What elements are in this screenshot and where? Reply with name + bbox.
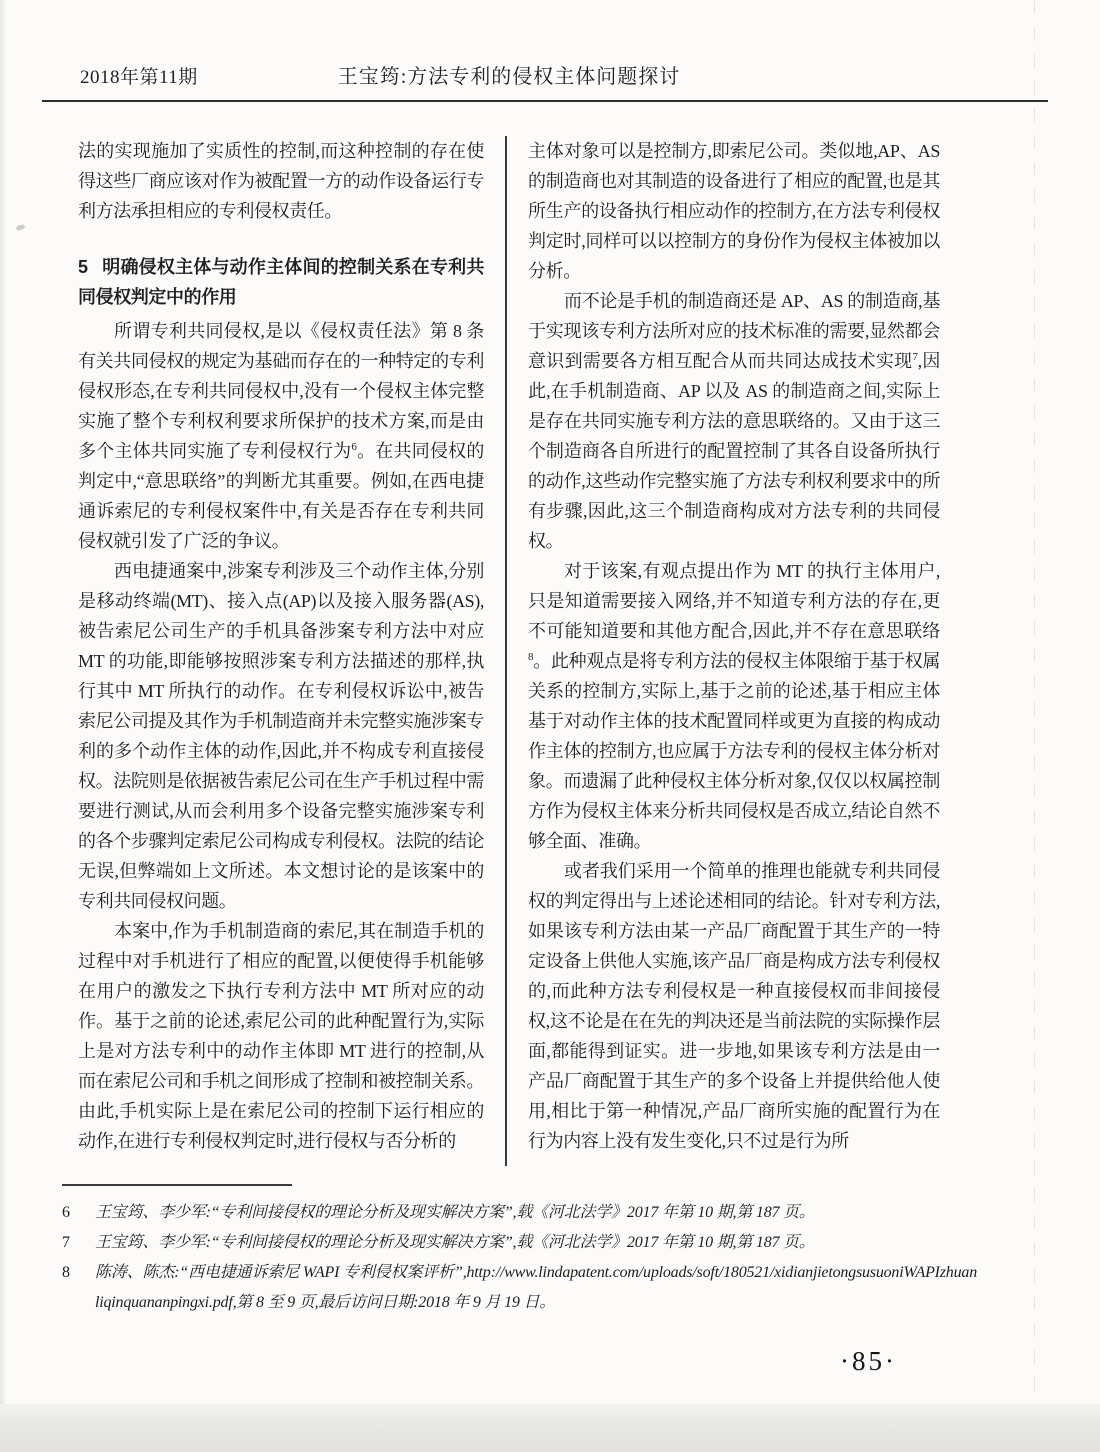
left-column xyxy=(78,136,484,1166)
footnote-number: 7 xyxy=(62,1234,70,1251)
paragraph-text: 。此种观点是将专利方法的侵权主体限缩于基于权属关系的控制方,实际上,基于之前的论述,基于相应主体基于对动作主体的技术配置同样或更为直接的构成动作主体的控制方,也应属于方法专利的侵权主体分析对象。而遗漏了此种侵权主体分析对象,仅仅以权属控制方作为侵权主体来分析共同侵权是否成立,结论自然不够全面、准确。 xyxy=(528,651,940,851)
footnote-ref-7: 7 xyxy=(912,351,918,363)
footnote-item xyxy=(62,1258,977,1318)
scan-left-edge-shadow xyxy=(0,0,7,1452)
footnote-text: 陈涛、陈杰:“西电捷通诉索尼 WAPI 专利侵权案评析”,http://www.lindapatent.com/uploads/soft/180521/xidianjietongsusuoniWAPIzhuanliqinquananpingxi.pdf,第 8 至 9 页,最后访问日期:2018 年 9 月 19 日。 xyxy=(95,1264,977,1311)
paragraph-text: 对于该案,有观点提出作为 MT 的执行主体用户,只是知道需要接入网络,并不知道专利方法的存在,更不可能知道要和其他方配合,因此,并不存在意思联络 xyxy=(528,561,940,641)
footnote-item xyxy=(62,1228,977,1258)
paragraph: 或者我们采用一个简单的推理也能就专利共同侵权的判定得出与上述论述相同的结论。针对专利方法,如果该专利方法由某一产品厂商配置于其生产的一特定设备上供他人实施,该产品厂商是构成方法专利侵权的,而此种方法专利侵权是一种直接侵权而非间接侵权,这不论是在在先的判决还是当前法院的实际操作层面,都能得到证实。进一步地,如果该专利方法是由一产品厂商配置于其生产的多个设备上并提供给他人使用,相比于第一种情况,产品厂商所实施的配置行为在行为内容上没有发生变化,只不过是行为所 xyxy=(528,861,940,1151)
paragraph: 西电捷通案中,涉案专利涉及三个动作主体,分别是移动终端(MT)、接入点(AP)以及接入服务器(AS),被告索尼公司生产的手机具备涉案专利方法中对应 MT 的功能,即能够按照涉案专利方法描述的那样,执行其中 MT 所执行的动作。在专利侵权诉讼中,被告索尼公司提及其作为手机制造商并未完整实施涉案专利的多个动作主体的动作,因此,并不构成专利直接侵权。法院则是依据被告索尼公司在生产手机过程中需要进行测试,从而会利用多个设备完整实施涉案专利的各个步骤判定索尼公司构成专利侵权。法院的结论无误,但弊端如上文所述。本文想讨论的是该案中的专利共同侵权问题。 xyxy=(78,561,484,911)
article-body xyxy=(78,136,940,1166)
column-gap xyxy=(484,136,528,1166)
running-title: 王宝筠:方法专利的侵权主体问题探讨 xyxy=(337,66,681,88)
paragraph-text: 而不论是手机的制造商还是 AP、AS 的制造商,基于实现该专利方法所对应的技术标准的需要,显然都会意识到需要各方相互配合从而共同达成技术实现 xyxy=(528,291,940,371)
footnote-number: 8 xyxy=(62,1264,70,1281)
paragraph-text: 所谓专利共同侵权,是以《侵权责任法》第 8 条有关共同侵权的规定为基础而存在的一种特定的专利侵权形态,在专利共同侵权中,没有一个侵权主体完整实施了整个专利权利要求所保护的技术方案,而是由多个主体共同实施了专利侵权行为 xyxy=(78,321,484,461)
section-title: 明确侵权主体与动作主体间的控制关系在专利共同侵权判定中的作用 xyxy=(78,257,484,307)
scan-bottom-edge-shadow xyxy=(0,1404,1100,1452)
paragraph xyxy=(78,316,484,556)
footnote-text: 王宝筠、李少军:“专利间接侵权的理论分析及现实解决方案”,载《河北法学》2017 年第 10 期,第 187 页。 xyxy=(95,1204,815,1221)
scan-pencil-mark xyxy=(15,224,25,232)
paragraph xyxy=(528,286,940,556)
footnote-ref-8: 8 xyxy=(528,651,534,663)
footnote-number: 6 xyxy=(62,1204,70,1221)
paragraph-text: ,因此,在手机制造商、AP 以及 AS 的制造商之间,实际上是存在共同实施专利方法的意思联络的。又由于这三个制造商各自所进行的配置控制了其各自设备所执行的动作,这些动作完整实施了方法专利权利要求中的所有步骤,因此,这三个制造商构成对方法专利的共同侵权。 xyxy=(528,351,940,551)
header-rule xyxy=(42,100,1048,102)
paragraph xyxy=(528,556,940,856)
footnote-ref-6: 6 xyxy=(351,441,357,453)
footnote-text: 王宝筠、李少军:“专利间接侵权的理论分析及现实解决方案”,载《河北法学》2017 年第 10 期,第 187 页。 xyxy=(95,1234,815,1251)
paragraph: 本案中,作为手机制造商的索尼,其在制造手机的过程中对手机进行了相应的配置,以便使得手机能够在用户的激发之下执行专利方法中 MT 所对应的动作。基于之前的论述,索尼公司的此种配置行为,实际上是对方法专利中的动作主体即 MT 进行的控制,从而在索尼公司和手机之间形成了控制和被控制关系。由此,手机实际上是在索尼公司的控制下运行相应的动作,在进行专利侵权判定时,进行侵权与否分析的 xyxy=(78,921,484,1151)
footnote-separator-rule xyxy=(62,1184,292,1186)
section-heading xyxy=(78,252,484,312)
paragraph-continuation: 主体对象可以是控制方,即索尼公司。类似地,AP、AS 的制造商也对其制造的设备进行了相应的配置,也是其所生产的设备执行相应动作的控制方,在方法专利侵权判定时,同样可以以控制方的身份作为侵权主体被加以分析。 xyxy=(528,141,940,281)
column-divider-rule xyxy=(505,136,507,1166)
paragraph-text: 。在共同侵权的判定中,“意思联络”的判断尤其重要。例如,在西电捷通诉索尼的专利侵权案件中,有关是否存在专利共同侵权就引发了广泛的争议。 xyxy=(78,441,485,551)
paragraph-continuation: 法的实现施加了实质性的控制,而这种控制的存在使得这些厂商应该对作为被配置一方的动作设备运行专利方法承担相应的专利侵权责任。 xyxy=(78,141,484,221)
right-column xyxy=(528,136,940,1166)
footnote-item xyxy=(62,1198,977,1228)
journal-issue: 2018年第11期 xyxy=(80,67,198,88)
footnotes-block xyxy=(62,1184,977,1318)
scan-crease-line xyxy=(1034,0,1035,1452)
page-number: ·85· xyxy=(840,1346,897,1376)
section-number: 5 xyxy=(78,257,88,277)
